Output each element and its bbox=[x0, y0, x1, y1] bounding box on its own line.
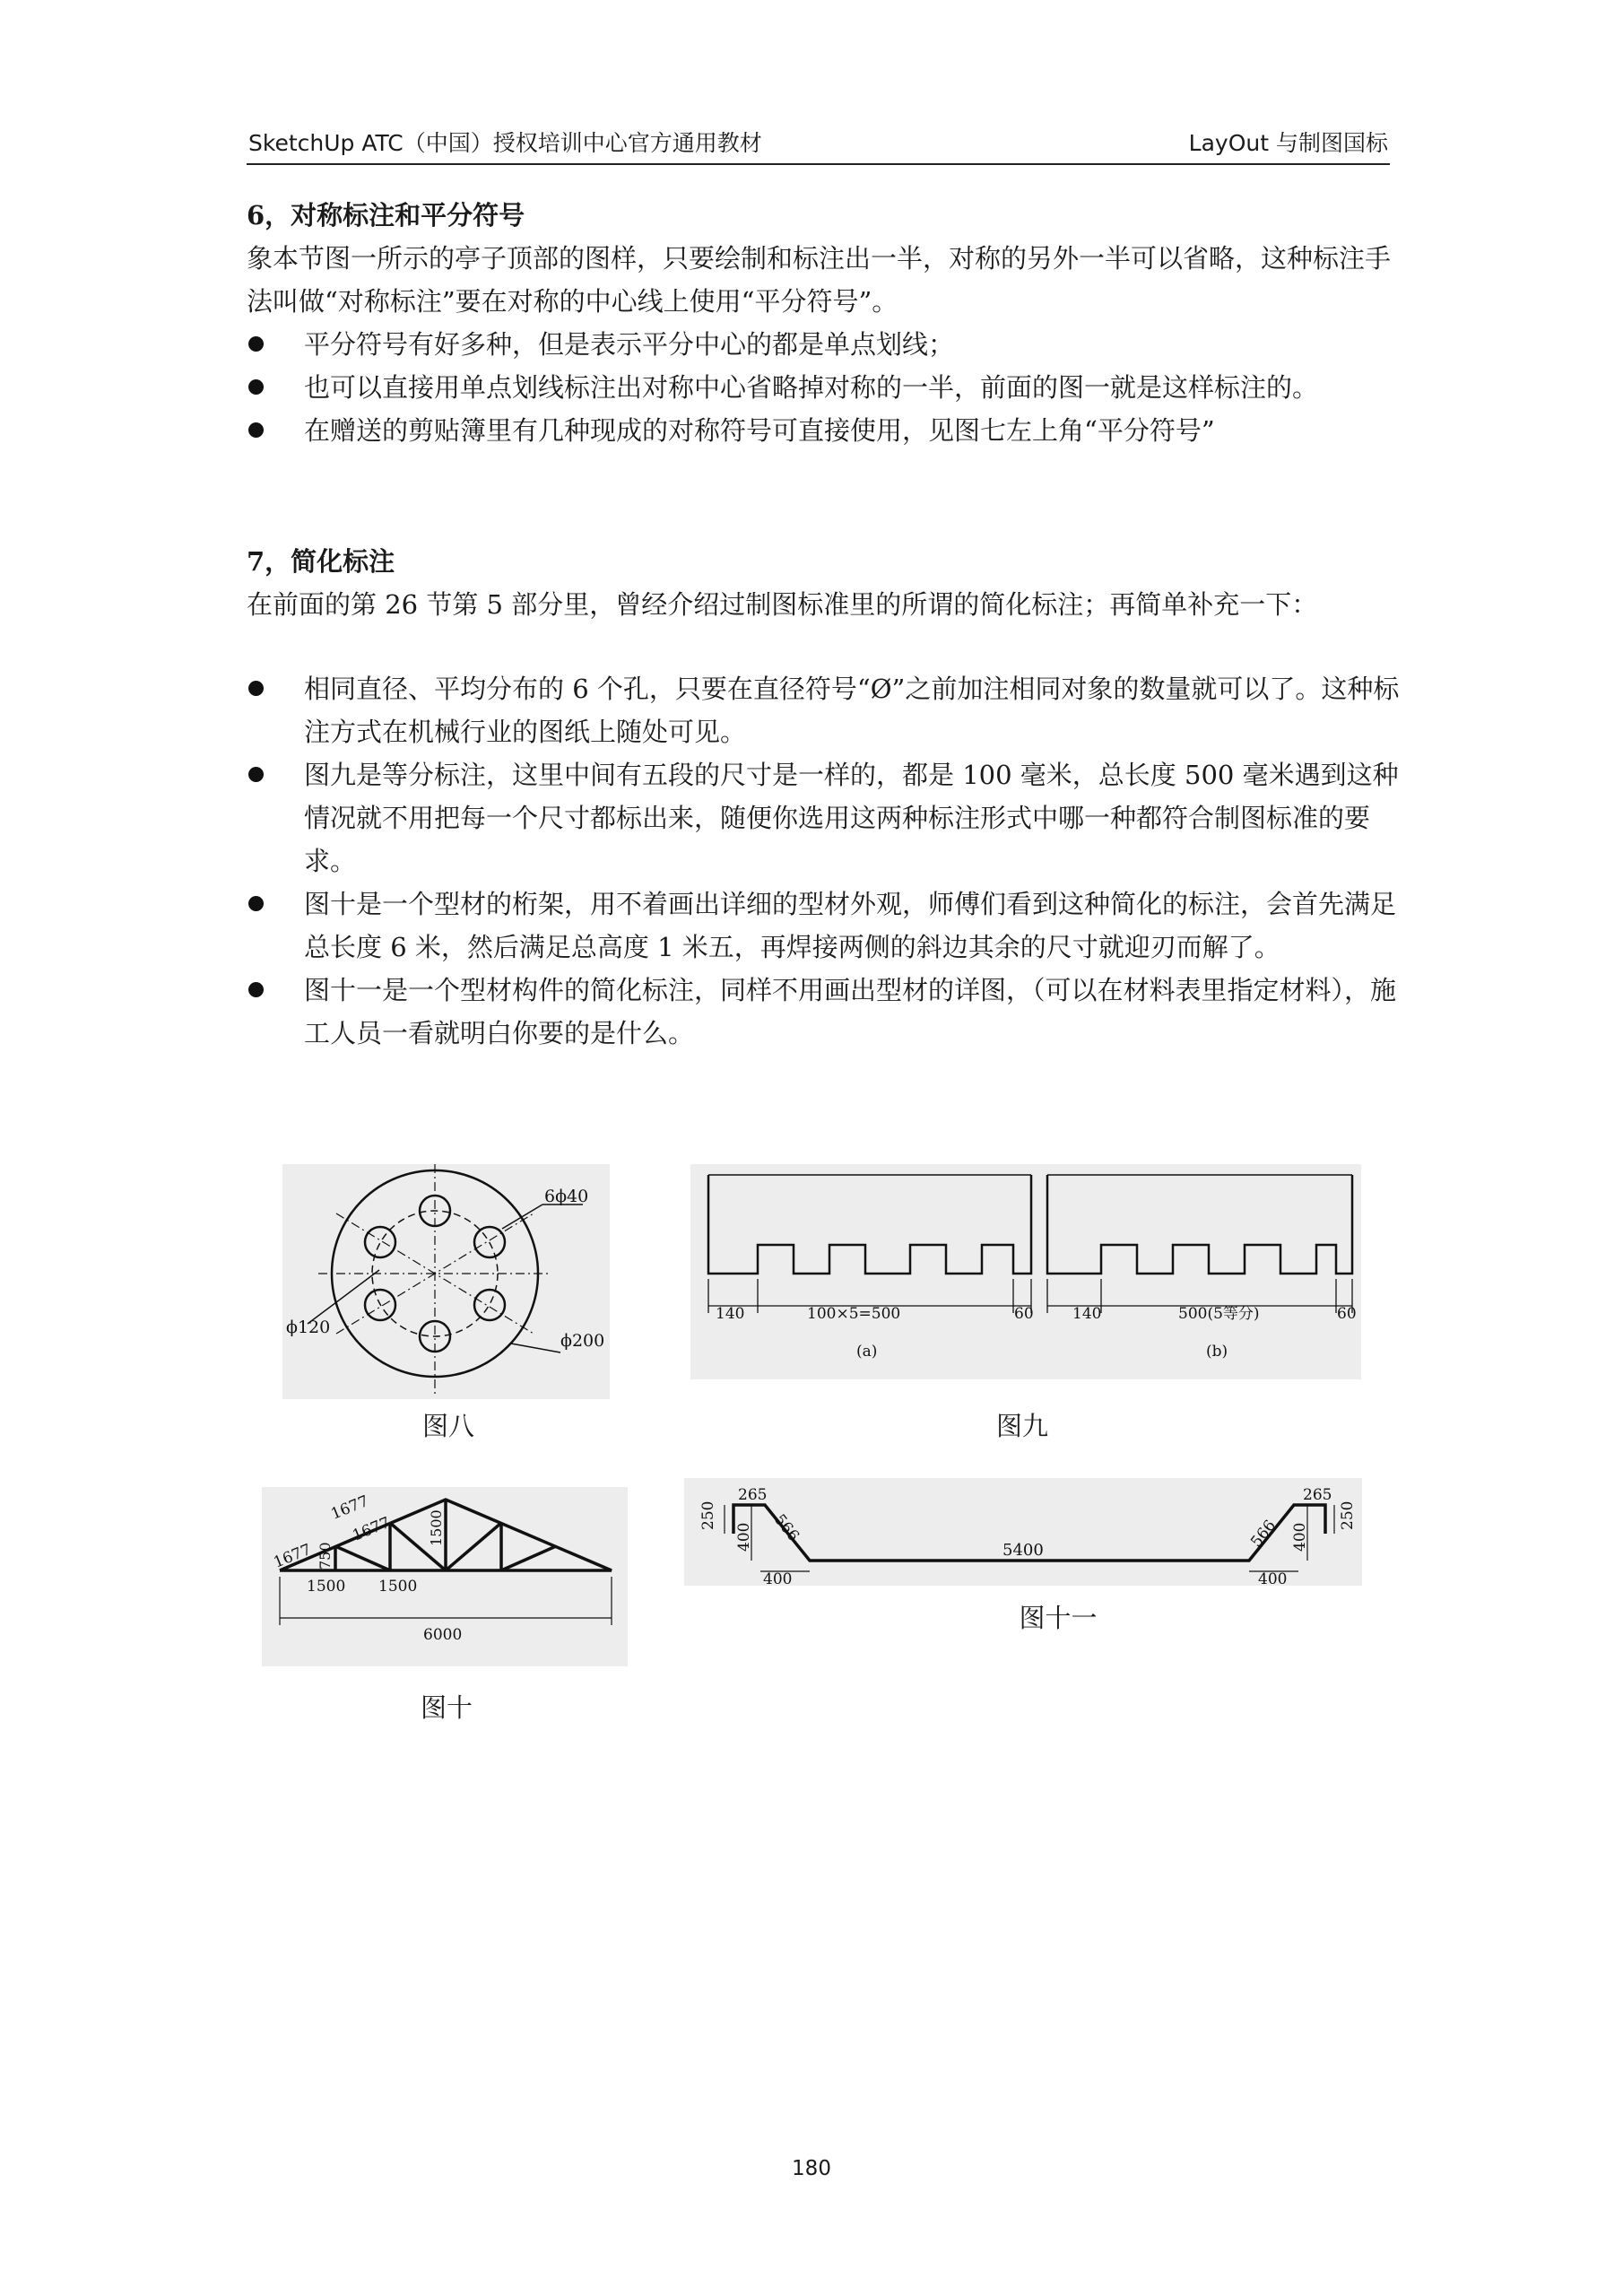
figure-11-image bbox=[684, 1478, 1362, 1586]
figure-9-image bbox=[690, 1164, 1361, 1379]
fig10-label-e: 1500 bbox=[307, 1578, 346, 1596]
figure-11-caption: 图十一 bbox=[1019, 1603, 1098, 1633]
fig9a-dim-1: 140 bbox=[716, 1305, 745, 1323]
fig10-label-f: 1500 bbox=[378, 1578, 418, 1596]
list-item: 平分符号有好多种，但是表示平分中心的都是单点划线； bbox=[247, 323, 1403, 366]
fig11-label-r250: 250 bbox=[1339, 1500, 1357, 1530]
page-header bbox=[247, 124, 1390, 165]
figure-9-drawing bbox=[690, 1164, 1361, 1379]
fig8-label-inner: ϕ120 bbox=[286, 1318, 331, 1337]
fig9a-dim-2: 100×5=500 bbox=[807, 1305, 901, 1323]
figure-8-caption: 图八 bbox=[421, 1411, 474, 1441]
bullet-icon bbox=[248, 767, 264, 782]
fig11-label-l566: 566 bbox=[770, 1510, 803, 1545]
fig9b-dim-2: 500(5等分) bbox=[1178, 1305, 1260, 1323]
page-number: 180 bbox=[792, 2157, 831, 2180]
fig9a-dim-3: 60 bbox=[1014, 1305, 1034, 1323]
fig11-label-l400v: 400 bbox=[735, 1522, 753, 1552]
section7-heading: 7，简化标注 bbox=[247, 546, 395, 577]
figure-10-image bbox=[262, 1487, 628, 1666]
figure-9-caption: 图九 bbox=[995, 1411, 1048, 1441]
list-item: 在赠送的剪贴簿里有几种现成的对称符号可直接使用，见图七左上角“平分符号” bbox=[247, 409, 1403, 452]
fig9a-tag: (a) bbox=[856, 1343, 878, 1361]
fig9b-dim-3: 60 bbox=[1337, 1305, 1357, 1323]
fig11-label-l400h: 400 bbox=[763, 1570, 793, 1586]
list-item: 图十是一个型材的桁架，用不着画出详细的型材外观，师傅们看到这种简化的标注，会首先满足总长度 6 米，然后满足总高度 1 米五，再焊接两侧的斜边其余的尺寸就迎刃而解了。 bbox=[247, 883, 1403, 969]
fig10-label-b: 1677 bbox=[350, 1513, 393, 1545]
fig10-label-c: 1677 bbox=[328, 1492, 371, 1524]
figure-8-drawing bbox=[282, 1164, 610, 1399]
fig11-label-r265: 265 bbox=[1303, 1486, 1332, 1504]
bullet-icon bbox=[248, 982, 264, 997]
bullet-icon bbox=[248, 379, 264, 395]
list-item: 也可以直接用单点划线标注出对称中心省略掉对称的一半，前面的图一就是这样标注的。 bbox=[247, 366, 1403, 409]
header-left: SketchUp ATC（中国）授权培训中心官方通用教材 bbox=[248, 130, 762, 156]
fig10-label-d: 750 bbox=[317, 1542, 334, 1570]
figure-8-image bbox=[282, 1164, 610, 1399]
fig8-label-holes: 6ϕ40 bbox=[544, 1187, 589, 1206]
figure-10-drawing bbox=[262, 1487, 628, 1666]
list-item: 图十一是一个型材构件的简化标注，同样不用画出型材的详图，（可以在材料表里指定材料），施工人员一看就明白你要的是什么。 bbox=[247, 969, 1403, 1055]
fig9b-dim-1: 140 bbox=[1072, 1305, 1102, 1323]
section6-heading: 6，对称标注和平分符号 bbox=[247, 200, 525, 230]
fig11-label-l250: 250 bbox=[699, 1500, 717, 1530]
section7-paragraph: 在前面的第 26 节第 5 部分里，曾经介绍过制图标准里的所谓的简化标注；再简单补充一下： bbox=[247, 589, 1318, 620]
bullet-icon bbox=[248, 336, 264, 352]
section6-paragraph: 象本节图一所示的亭子顶部的图样，只要绘制和标注出一半，对称的另外一半可以省略，这种标注手法叫做“对称标注”要在对称的中心线上使用“平分符号”。 bbox=[247, 243, 1392, 317]
bullet-icon bbox=[248, 896, 264, 911]
bullet-icon bbox=[248, 681, 264, 696]
figure-11-drawing bbox=[684, 1478, 1362, 1586]
bullet-icon bbox=[248, 422, 264, 438]
fig11-label-mid: 5400 bbox=[1002, 1541, 1044, 1560]
header-right: LayOut 与制图国标 bbox=[1188, 130, 1388, 156]
section6-bullet-list bbox=[247, 323, 1403, 452]
fig10-label-a: 1677 bbox=[271, 1540, 314, 1572]
fig11-label-r400h: 400 bbox=[1258, 1570, 1288, 1586]
section7-bullet-list bbox=[247, 667, 1403, 1055]
list-item: 相同直径、平均分布的 6 个孔，只要在直径符号“Ø”之前加注相同对象的数量就可以了。这种标注方式在机械行业的图纸上随处可见。 bbox=[247, 667, 1403, 753]
fig10-label-g: 1500 bbox=[428, 1509, 445, 1546]
fig8-label-outer: ϕ200 bbox=[560, 1331, 605, 1351]
fig11-label-r400v: 400 bbox=[1291, 1522, 1309, 1552]
fig11-label-r566: 566 bbox=[1247, 1517, 1280, 1552]
fig9b-tag: (b) bbox=[1206, 1343, 1228, 1361]
fig11-label-l265: 265 bbox=[738, 1486, 768, 1504]
list-item: 图九是等分标注，这里中间有五段的尺寸是一样的，都是 100 毫米，总长度 500 毫米遇到这种情况就不用把每一个尺寸都标出来，随便你选用这两种标注形式中哪一种都符合制图标准的要求。 bbox=[247, 753, 1403, 883]
fig10-label-total: 6000 bbox=[423, 1626, 463, 1644]
figure-10-caption: 图十 bbox=[420, 1692, 473, 1723]
